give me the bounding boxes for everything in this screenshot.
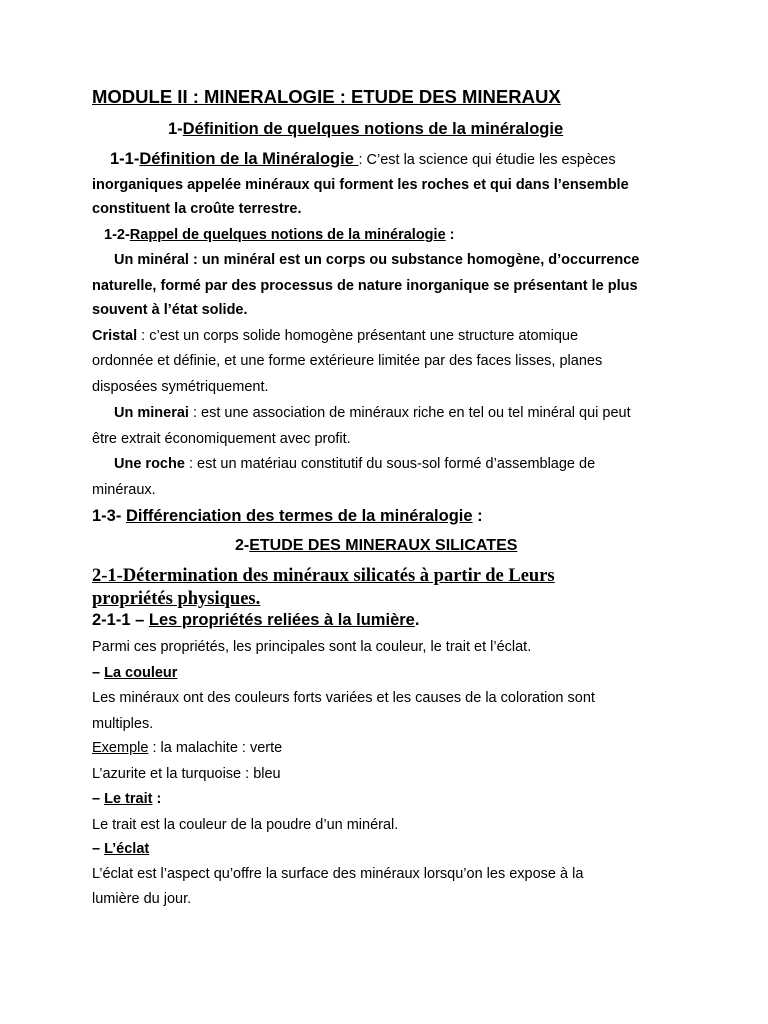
roche-term: Une roche: [114, 456, 185, 472]
cristal-term: Cristal: [92, 328, 138, 344]
section-1-3-heading: 1-3- Différenciation des termes de la minéralogie :: [92, 507, 483, 525]
section-1-2-heading: 1-2-Rappel de quelques notions de la minéralogie :: [104, 227, 455, 243]
couleur-text-line-1: Les minéraux ont des couleurs forts variées et les causes de la coloration sont: [92, 690, 595, 706]
section-1-1-line-1: [110, 150, 616, 169]
couleur-text-line-2: multiples.: [92, 716, 154, 732]
section-1-title: Définition de quelques notions de la minéralogie: [182, 120, 564, 138]
section-1-1-definition: : C’est la science qui étudie les espèces: [358, 152, 616, 168]
minerai-term: Un minerai: [114, 405, 189, 421]
trait-label: Le trait: [104, 791, 153, 807]
section-1-1-title: Définition de la Minéralogie: [139, 150, 359, 168]
trait-text: Le trait est la couleur de la poudre d’un minéral.: [92, 817, 399, 833]
eclat-text-line-1: L’éclat est l’aspect qu’offre la surface des minéraux lorsqu’on les expose à la: [92, 866, 584, 882]
section-2-1-1-number: 2-1-1 –: [92, 611, 149, 629]
section-1-2-title: Rappel de quelques notions de la minéralogie: [129, 227, 446, 243]
section-1-3-number: 1-3-: [92, 507, 126, 525]
exemple-line-1: Exemple : la malachite : verte: [92, 740, 283, 756]
section-1-3-title: Différenciation des termes de la minéralogie: [125, 507, 473, 525]
cristal-definition-line-3: disposées symétriquement.: [92, 379, 269, 395]
mineral-definition-line-2: naturelle, formé par des processus de nature inorganique se présentant le plus: [92, 278, 638, 294]
section-1-1-line-3: constituent la croûte terrestre.: [92, 201, 302, 217]
section-1-number: 1-: [168, 120, 183, 138]
section-1-2-number: 1-2-: [104, 227, 130, 243]
trait-heading: – Le trait :: [92, 791, 162, 807]
eclat-label: L’éclat: [104, 841, 150, 857]
section-2-1-1-heading: 2-1-1 – Les propriétés reliées à la lumière.: [92, 611, 420, 629]
roche-definition-line-1: Une roche : est un matériau constitutif du sous-sol formé d’assemblage de: [114, 456, 596, 472]
section-2-1-heading-line-1: 2-1-Détermination des minéraux silicatés à partir de Leurs: [92, 566, 555, 586]
cristal-definition-line-1: Cristal : c’est un corps solide homogène présentant une structure atomique: [92, 328, 579, 344]
section-2-number: 2-: [235, 537, 250, 554]
minerai-definition-line-2: être extrait économiquement avec profit.: [92, 431, 351, 447]
page-title: MODULE II : MINERALOGIE : ETUDE DES MINERAUX: [92, 86, 561, 107]
exemple-line-2: L’azurite et la turquoise : bleu: [92, 766, 281, 782]
section-2-1-1-title: Les propriétés reliées à la lumière: [148, 611, 415, 629]
minerai-definition-line-1: Un minerai : est une association de minéraux riche en tel ou tel minéral qui peut: [114, 405, 631, 421]
roche-definition-line-2: minéraux.: [92, 482, 156, 498]
cristal-definition-line-2: ordonnée et définie, et une forme extérieure limitée par des faces lisses, planes: [92, 353, 603, 369]
section-2-title: ETUDE DES MINERAUX SILICATES: [249, 537, 518, 554]
section-1-1-number: 1-1-: [110, 150, 140, 168]
section-2-heading: [235, 537, 517, 555]
properties-intro: Parmi ces propriétés, les principales sont la couleur, le trait et l’éclat.: [92, 639, 532, 655]
couleur-heading: – La couleur: [92, 665, 178, 681]
section-1-heading: [168, 120, 563, 139]
exemple-label: Exemple: [92, 740, 149, 756]
mineral-definition-line-1: Un minéral : un minéral est un corps ou substance homogène, d’occurrence: [114, 252, 640, 268]
mineral-definition-line-3: souvent à l’état solide.: [92, 302, 248, 318]
couleur-label: La couleur: [104, 665, 178, 681]
eclat-heading: – L’éclat: [92, 841, 150, 857]
eclat-text-line-2: lumière du jour.: [92, 891, 192, 907]
section-2-1-heading-line-2: propriétés physiques.: [92, 589, 261, 609]
section-1-1-line-2: inorganiques appelée minéraux qui forment les roches et qui dans l’ensemble: [92, 177, 629, 193]
